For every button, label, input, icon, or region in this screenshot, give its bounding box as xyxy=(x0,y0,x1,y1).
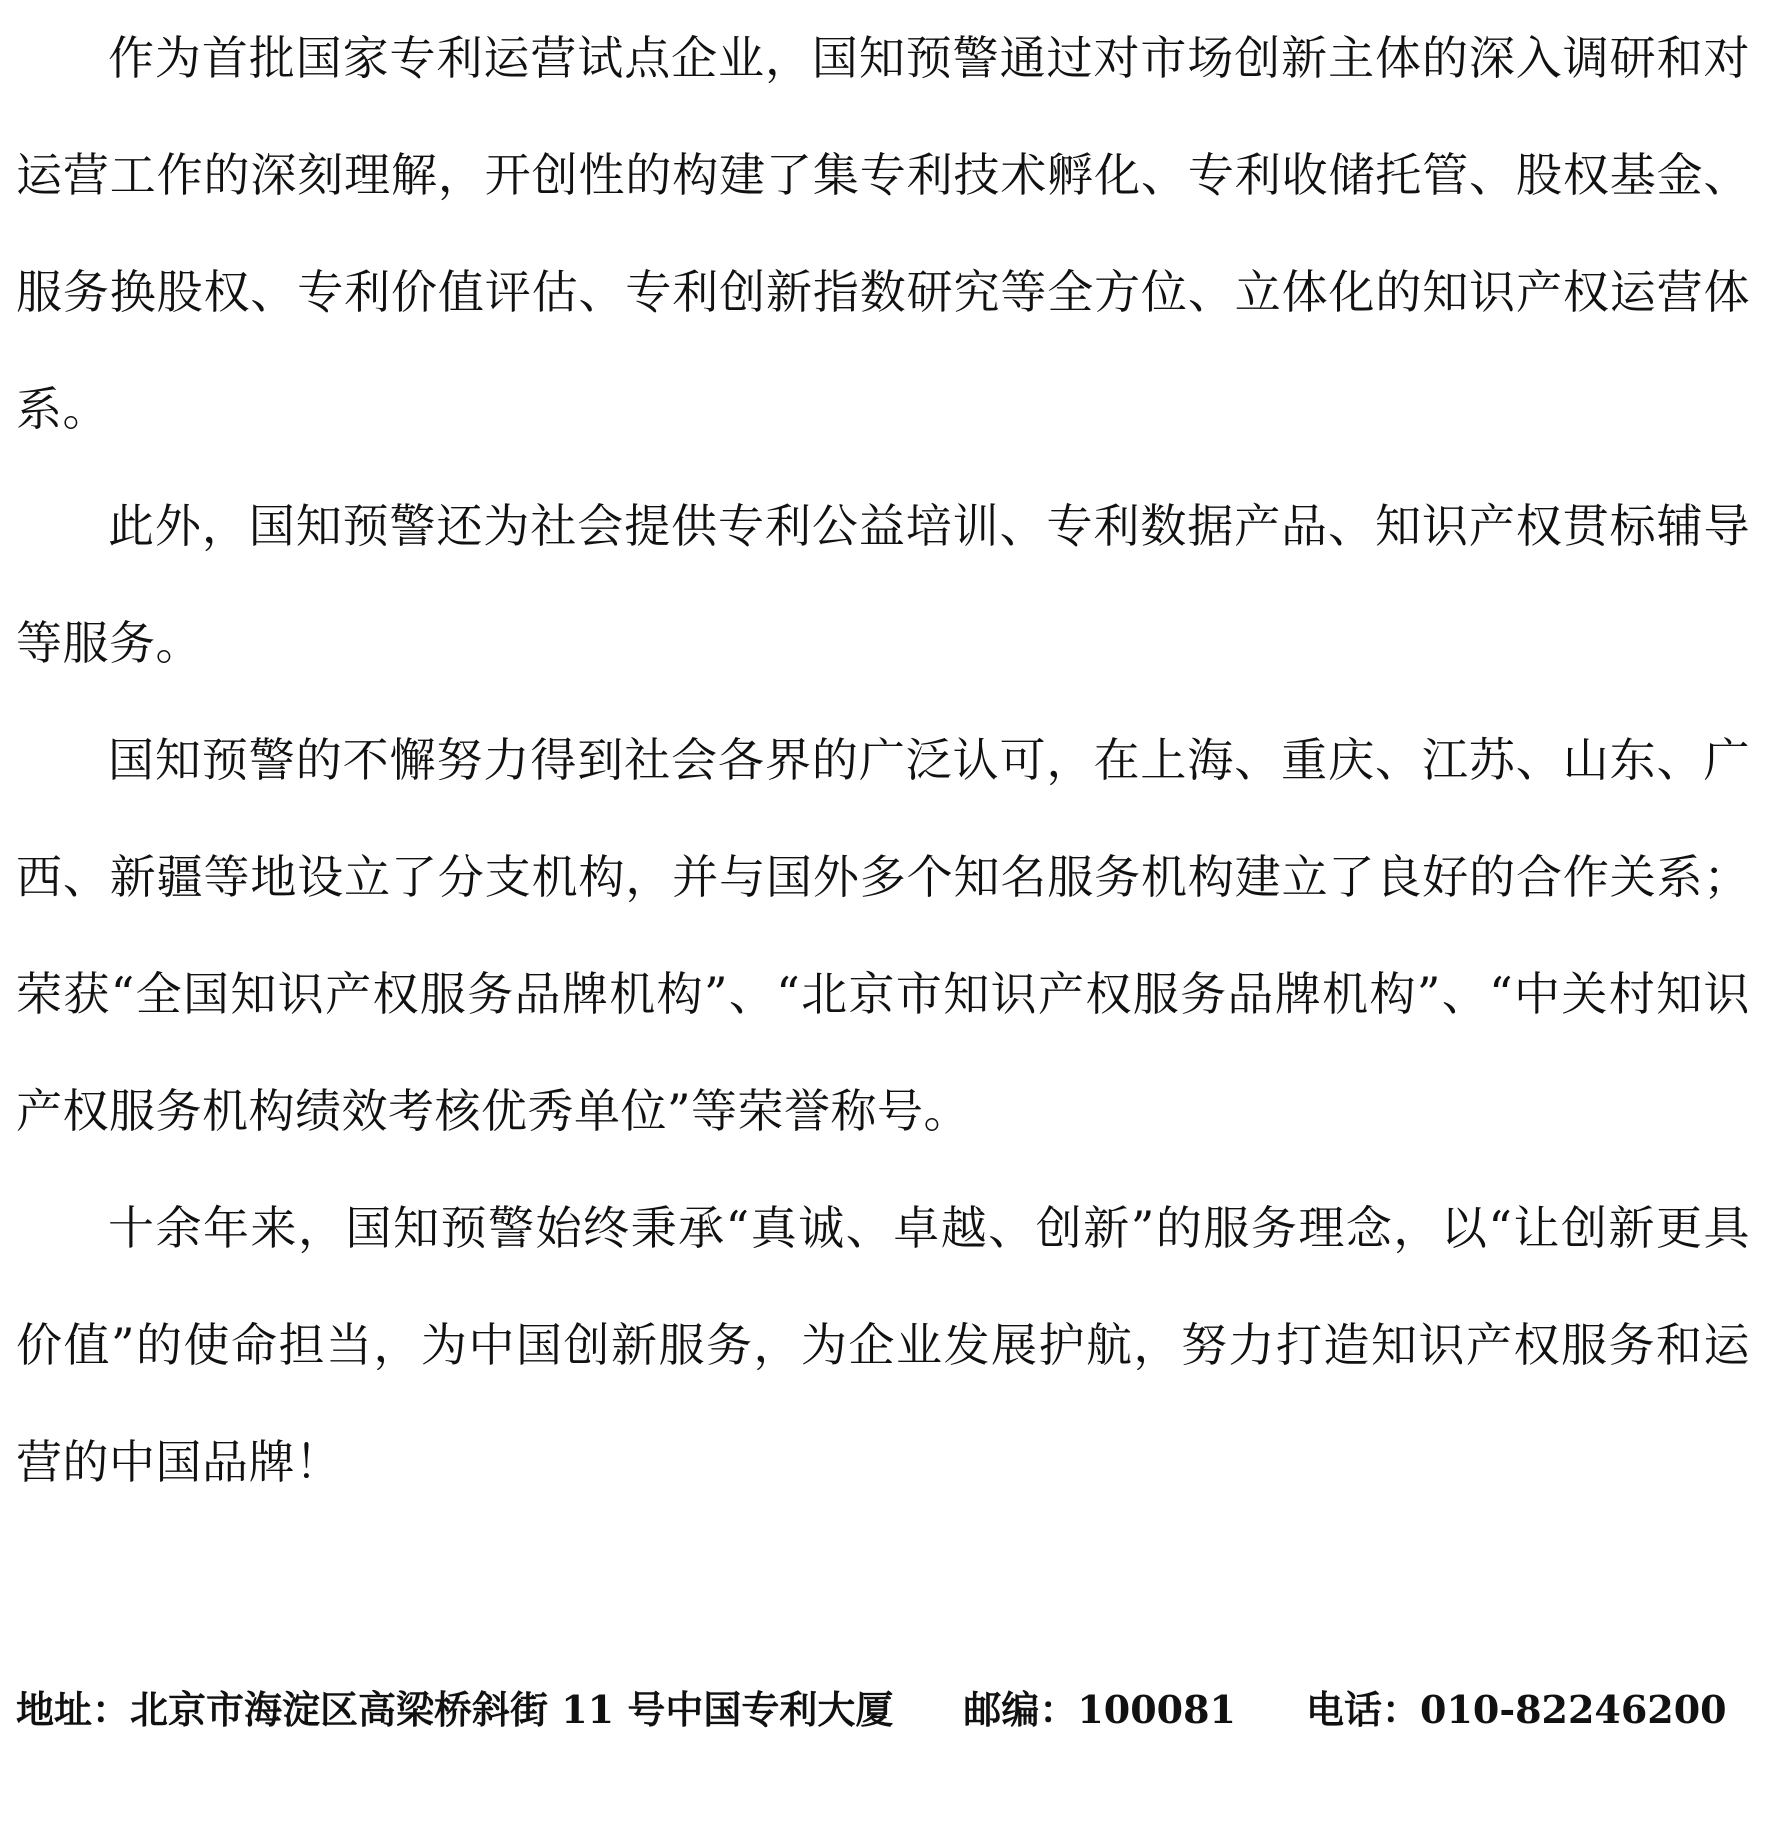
paragraph-recognition: 国知预警的不懈努力得到社会各界的广泛认可，在上海、重庆、江苏、山东、广西、新疆等地设立了分支机构，并与国外多个知名服务机构建立了良好的合作关系；荣获“全国知识产权服务品牌机构”、“北京市知识产权服务品牌机构”、“中关村知识产权服务机构绩效考核优秀单位”等荣誉称号。 xyxy=(16,733,1750,1138)
contact-footer xyxy=(16,1680,1750,1740)
paragraph-mission: 十余年来，国知预警始终秉承“真诚、卓越、创新”的服务理念，以“让创新更具价值”的使命担当，为中国创新服务，为企业发展护航，努力打造知识产权服务和运营的中国品牌！ xyxy=(16,1201,1750,1489)
document-body xyxy=(16,0,1750,1521)
footer-phone: 电话：010-82246200 xyxy=(1306,1687,1727,1732)
paragraph-services: 此外，国知预警还为社会提供专利公益培训、专利数据产品、知识产权贯标辅导等服务。 xyxy=(16,499,1750,670)
footer-address: 地址：北京市海淀区高梁桥斜街 11 号中国专利大厦 xyxy=(16,1687,894,1732)
paragraph-operations-system: 作为首批国家专利运营试点企业，国知预警通过对市场创新主体的深入调研和对运营工作的深刻理解，开创性的构建了集专利技术孵化、专利收储托管、股权基金、服务换股权、专利价值评估、专利创新指数研究等全方位、立体化的知识产权运营体系。 xyxy=(16,31,1750,436)
footer-postcode: 邮编：100081 xyxy=(963,1687,1236,1732)
